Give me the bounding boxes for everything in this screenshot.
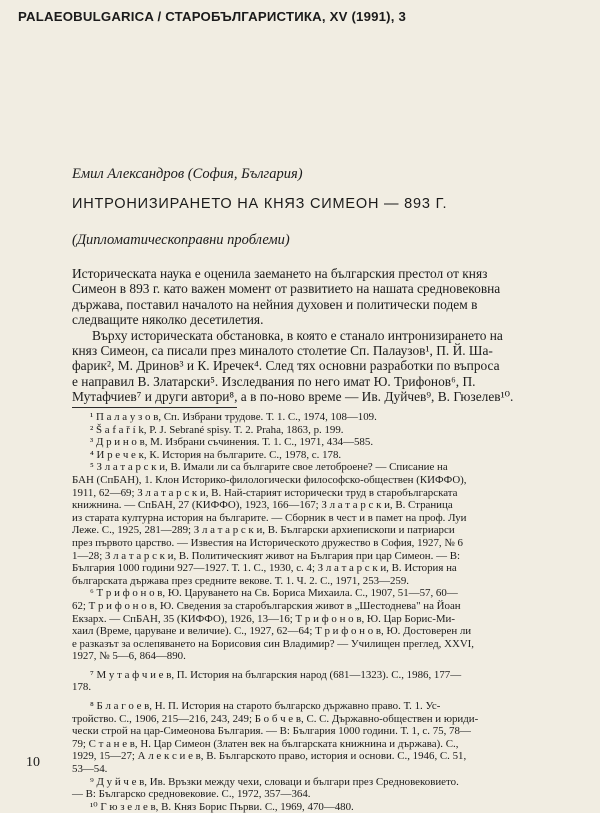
footnote-line: ⁹ Д у й ч е в, Ив. Връзки между чехи, словаци и българи през Средновековието. [90,775,459,788]
footnote-line: българската държава през средните векове. Т. 1. Ч. 2. С., 1971, 253—259. [72,574,410,587]
page-number: 10 [26,755,40,770]
body-line: княз Симеон, са писали през миналото столетие Сп. Палаузов¹, П. Й. Ша- [72,343,493,359]
footnote-line: 178. [72,681,92,694]
body-line: следващите няколко десетилетия. [72,312,264,328]
footnote-line: 79; С т а н е в, Н. Цар Симеон (Златен век на българската книжнина и държава). С., [72,737,459,750]
body-line: Симеон в 893 г. като важен момент от развитието на нашата средновековна [72,281,501,297]
footnote-line: 1929, 15—27; А л е к с и е в, В. Българското право, история и основи. С., 1946, С. 51, [72,750,467,763]
footnote-line: Леже. С., 1925, 281—289; З л а т а р с к и, В. Български архиепископи и патриарси [72,524,455,537]
footnotes [72,411,588,813]
footnote-separator [72,407,237,408]
footnote-line: 1911, 62—69; З л а т а р с к и, В. Най-старият исторически труд в старобългарската [72,486,458,499]
body-line: Върху историческата обстановка, в която е станало интронизирането на [92,327,503,343]
footnote-line: ¹ П а л а у з о в, Сп. Избрани трудове. Т. 1. С., 1974, 108—109. [90,411,377,423]
footnote-line: книжнина. — СпБАН, 27 (КИФФО), 1923, 166—167; З л а т а р с к и, В. Страница [72,499,453,512]
footnote-line: ² Š a f a ř í k, P. J. Sebrané spisy. T. 2. Praha, 1863, p. 199. [90,423,344,436]
footnote-line: ⁸ Б л а г о е в, Н. П. История на старото българско държавно право. Т. 1. Ус- [90,700,441,713]
footnote-line: ⁵ З л а т а р с к и, В. Имали ли са българите свое летоброене? — Списание на [90,461,448,474]
footnote-line: 1—28; З л а т а р с к и, В. Политическият живот на България при цар Симеон. — В: [72,549,460,562]
footnote-line: е разказът за ослепяването на Борисовия син Владимир? — Училищен преглед, XXVI, [72,637,475,650]
footnote-line: ⁷ М у т а ф ч и е в, П. История на българския народ (681—1323). С., 1986, 177— [90,668,462,681]
footnote-line: ¹⁰ Г ю з е л е в, В. Княз Борис Първи. С., 1969, 470—480. [90,800,354,813]
article-subtitle: (Дипломатическоправни проблеми) [72,232,290,248]
footnote-line: БАН (СпБАН), 1. Клон Историко-филологически философско-обществен (КИФФО), [72,473,467,486]
footnote-line: Екзарх. — СпБАН, 35 (КИФФО), 1926, 13—16; Т р и ф о н о в, Ю. Цар Борис-Ми- [72,612,455,625]
body-line: е направил В. Златарски⁵. Изследвания по него имат Ю. Трифонов⁶, П. [72,373,476,389]
body-line: Историческата наука е оценила заемането на българския престол от княз [72,266,488,281]
footnote-line: ⁴ И р е ч е к, К. История на българите. С., 1978, с. 178. [90,448,342,461]
footnote-line: ⁶ Т р и ф о н о в, Ю. Царуването на Св. Бориса Михаила. С., 1907, 51—57, 60— [90,587,458,600]
body-line: държава, поставил началото на нейния духовен и политически подем в [72,296,478,312]
footnote-line: 62; Т р и ф о н о в, Ю. Сведения за старобългарския живот в „Шестоднева" на Йоан [72,599,461,612]
footnote-line: — В: Българско средновековие. С., 1972, 357—364. [72,788,311,801]
body-text [72,266,584,405]
footnote-line: 1927, № 5—6, 864—890. [72,650,186,663]
footnote-line: през първото царство. — Известия на Историческото дружество в София, 1927, № 6 [72,536,463,549]
body-line: Мутафчиев⁷ и други автори⁸, а в по-ново време — Ив. Дуйчев⁹, В. Гюзелев¹⁰. [72,389,514,405]
running-header: PALAEOBULGARICA / СТАРОБЪЛГАРИСТИКА, XV (1991), 3 [18,9,407,24]
article-author: Емил Александров (София, България) [72,166,303,182]
footnote-line: 53—54. [72,763,108,776]
body-line: фарик², М. Дринов³ и К. Иречек⁴. След тях основни разработки по въпроса [72,358,500,374]
footnote-line: из старата културна история на българите. — Сборник в чест и в памет на проф. Луи [72,511,467,524]
footnote-line: хаил (Време, царуване и величие). С., 1927, 62—64; Т р и ф о н о в, Ю. Достоверен ли [72,625,472,638]
footnote-line: България 1000 години 927—1927. Т. 1. С., 1930, с. 4; З л а т а р с к и, В. История на [72,562,457,575]
footnote-line: ³ Д р и н о в, М. Избрани съчинения. Т. 1. С., 1971, 434—585. [90,436,374,449]
footnote-line: чески строй на цар-Симеонова България. — В: България 1000 години. Т. 1, с. 75, 78— [72,725,471,738]
article-title: ИНТРОНИЗИРАНЕТО НА КНЯЗ СИМЕОН — 893 Г. [72,196,448,212]
footnote-line: тройство. С., 1906, 215—216, 243, 249; Б о б ч е в, С. С. Държавно-обществен и юриди- [72,712,479,725]
